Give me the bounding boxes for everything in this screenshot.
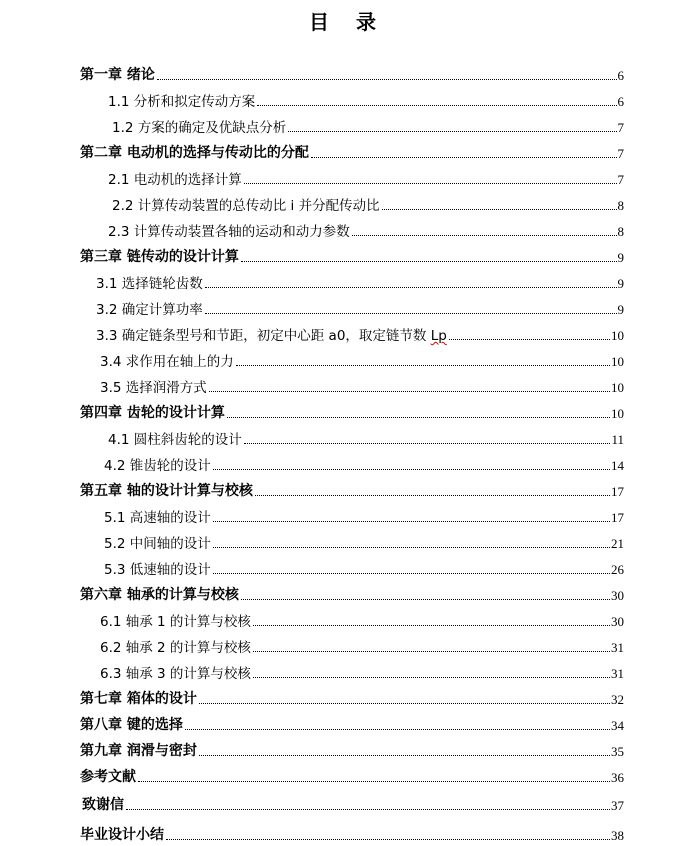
entry-label: 5.2 中间轴的设计: [104, 536, 211, 552]
toc-section-entry[interactable]: [108, 422, 624, 448]
dot-leader: [157, 78, 617, 80]
page-number: 26: [611, 562, 624, 577]
page-number: 10: [611, 380, 624, 395]
dot-leader: [352, 234, 617, 236]
toc-section-entry[interactable]: [112, 188, 624, 214]
entry-label: 致谢信: [82, 797, 124, 813]
page-number: 10: [611, 354, 624, 369]
page-number: 10: [611, 406, 624, 421]
entry-label: 3.2 确定计算功率: [96, 302, 203, 318]
entry-label: 第五章 轴的设计计算与校核: [80, 483, 253, 499]
dot-leader: [227, 416, 610, 418]
dot-leader: [253, 650, 610, 652]
page-number: 30: [611, 588, 624, 603]
toc-section-entry[interactable]: [100, 656, 624, 682]
page-number: 17: [611, 510, 624, 525]
dot-leader: [213, 520, 610, 522]
page-number: 37: [611, 798, 624, 813]
dot-leader: [205, 286, 617, 288]
entry-label: 3.1 选择链轮齿数: [96, 276, 203, 292]
toc-chapter-entry[interactable]: [80, 136, 624, 162]
toc-section-entry[interactable]: [100, 630, 624, 656]
page-number: 35: [611, 744, 624, 759]
toc-chapter-entry[interactable]: [80, 240, 624, 266]
dot-leader: [199, 754, 610, 756]
entry-label: 5.3 低速轴的设计: [104, 562, 211, 578]
entry-label: 6.3 轴承 3 的计算与校核: [100, 666, 251, 682]
dot-leader: [241, 598, 610, 600]
toc-section-entry[interactable]: [108, 214, 624, 240]
dot-leader: [253, 624, 610, 626]
entry-label: 2.3 计算传动装置各轴的运动和动力参数: [108, 224, 350, 240]
page-number: 7: [617, 146, 624, 161]
dot-leader: [288, 130, 616, 132]
dot-leader: [255, 494, 610, 496]
entry-label: 第六章 轴承的计算与校核: [80, 587, 239, 603]
entry-label: 1.1 分析和拟定传动方案: [108, 94, 256, 110]
dot-leader: [205, 312, 617, 314]
toc-section-entry[interactable]: [100, 604, 624, 630]
entry-label: 第八章 键的选择: [80, 717, 183, 733]
toc-chapter-entry[interactable]: [80, 58, 624, 84]
toc-section-entry[interactable]: [104, 552, 624, 578]
page-number: 9: [617, 250, 624, 265]
page-number: 17: [611, 484, 624, 499]
dot-leader: [382, 208, 617, 210]
toc-section-entry[interactable]: [100, 370, 624, 396]
toc-section-entry[interactable]: [100, 344, 624, 370]
toc-section-entry[interactable]: [96, 318, 624, 344]
dot-leader: [236, 364, 610, 366]
page-number: 32: [611, 692, 624, 707]
page-number: 9: [617, 276, 624, 291]
entry-label: 5.1 高速轴的设计: [104, 510, 211, 526]
entry-label-tail: Lp: [430, 328, 447, 344]
dot-leader: [185, 728, 610, 730]
entry-label: 第九章 润滑与密封: [80, 743, 197, 759]
entry-label: 6.2 轴承 2 的计算与校核: [100, 640, 251, 656]
entry-label: 3.5 选择润滑方式: [100, 380, 207, 396]
page-number: 8: [617, 224, 624, 239]
dot-leader: [213, 468, 610, 470]
dot-leader: [213, 572, 610, 574]
toc-chapter-entry[interactable]: [80, 734, 624, 760]
dot-leader: [244, 442, 611, 444]
toc-section-entry[interactable]: [104, 500, 624, 526]
dot-leader: [166, 838, 610, 840]
dot-leader: [126, 808, 610, 810]
page-number: 11: [611, 432, 624, 447]
toc-section-entry[interactable]: [104, 526, 624, 552]
page-number: 6: [617, 68, 624, 83]
entry-label: 3.3 确定链条型号和节距，初定中心距 a0，取定链节数 Lp: [96, 328, 447, 344]
toc-chapter-entry[interactable]: [82, 788, 624, 814]
toc-section-entry[interactable]: [96, 292, 624, 318]
entry-label: 第七章 箱体的设计: [80, 691, 197, 707]
page-number: 10: [611, 328, 624, 343]
dot-leader: [213, 546, 610, 548]
dot-leader: [209, 390, 610, 392]
dot-leader: [253, 676, 610, 678]
entry-label: 4.2 锥齿轮的设计: [104, 458, 211, 474]
toc-chapter-entry[interactable]: [80, 474, 624, 500]
page-number: 36: [611, 770, 624, 785]
entry-label: 4.1 圆柱斜齿轮的设计: [108, 432, 242, 448]
toc-chapter-entry[interactable]: [80, 760, 624, 786]
page-number: 30: [611, 614, 624, 629]
page-number: 31: [611, 666, 624, 681]
dot-leader: [241, 260, 617, 262]
toc-chapter-entry[interactable]: [80, 708, 624, 734]
toc-title: 目 录: [309, 10, 386, 34]
page-number: 8: [617, 198, 624, 213]
entry-label: 第二章 电动机的选择与传动比的分配: [80, 145, 309, 161]
entry-label: 6.1 轴承 1 的计算与校核: [100, 614, 251, 630]
entry-label: 2.1 电动机的选择计算: [108, 172, 242, 188]
page-number: 14: [611, 458, 624, 473]
dot-leader: [311, 156, 617, 158]
page-number: 38: [611, 828, 624, 843]
page-number: 34: [611, 718, 624, 733]
toc-chapter-entry[interactable]: [80, 396, 624, 422]
page-number: 7: [617, 120, 624, 135]
entry-label: 3.4 求作用在轴上的力: [100, 354, 234, 370]
page-number: 7: [617, 172, 624, 187]
entry-label: 毕业设计小结: [80, 827, 164, 843]
toc-section-entry[interactable]: [96, 266, 624, 292]
entry-label: 第三章 链传动的设计计算: [80, 249, 239, 265]
page-number: 9: [617, 302, 624, 317]
toc-section-entry[interactable]: [112, 110, 624, 136]
toc-section-entry[interactable]: [108, 162, 624, 188]
entry-label: 参考文献: [80, 769, 136, 785]
entry-label: 2.2 计算传动装置的总传动比 i 并分配传动比: [112, 198, 380, 214]
entry-label: 1.2 方案的确定及优缺点分析: [112, 120, 287, 136]
dot-leader: [199, 702, 610, 704]
page-number: 6: [617, 94, 624, 109]
entry-label: 第四章 齿轮的设计计算: [80, 405, 225, 421]
dot-leader: [257, 104, 616, 106]
toc-section-entry[interactable]: [104, 448, 624, 474]
toc-section-entry[interactable]: [108, 84, 624, 110]
entry-label: 第一章 绪论: [80, 67, 155, 83]
toc-chapter-entry[interactable]: [80, 682, 624, 708]
dot-leader: [244, 182, 617, 184]
toc-chapter-entry[interactable]: [80, 578, 624, 604]
page-number: 31: [611, 640, 624, 655]
dot-leader: [449, 338, 610, 340]
toc-chapter-entry[interactable]: [80, 818, 624, 844]
dot-leader: [138, 780, 610, 782]
page-number: 21: [611, 536, 624, 551]
